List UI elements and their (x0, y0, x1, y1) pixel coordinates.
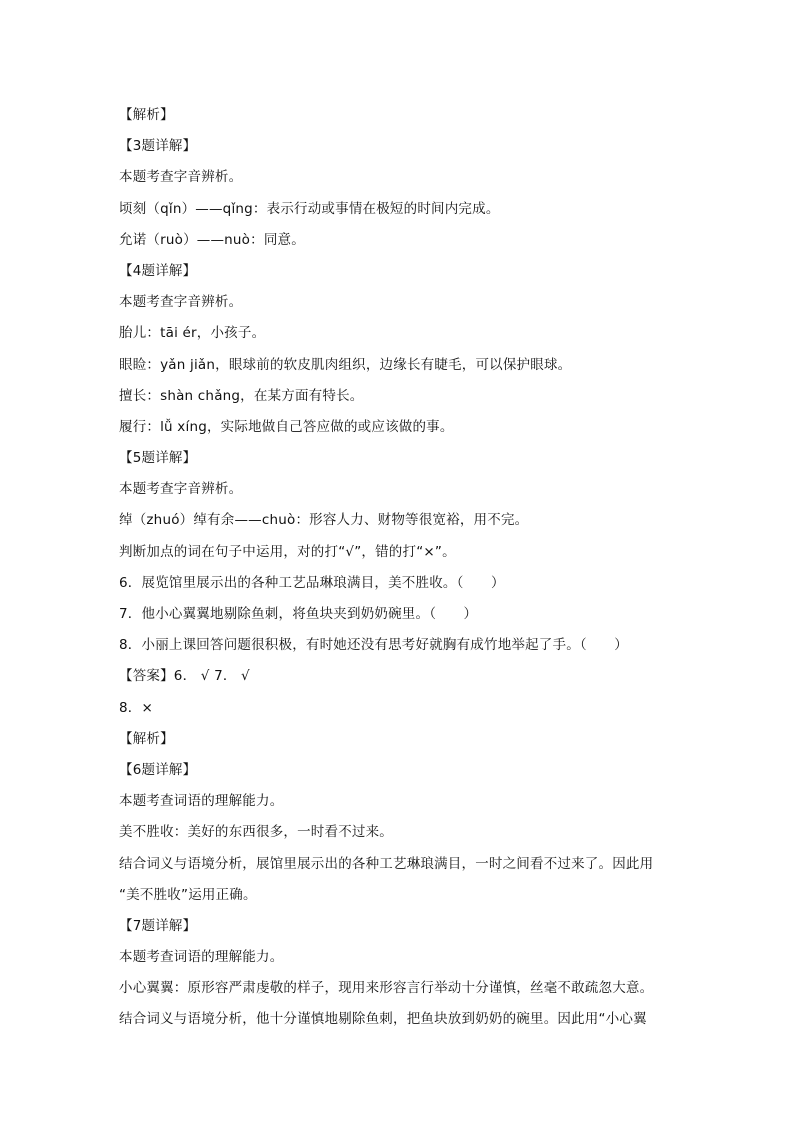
text-line: 本题考查字音辨析。 (119, 169, 243, 186)
section-heading-q6: 【6题详解】 (119, 761, 197, 778)
text-line: 顷刻（qǐn）——qǐng：表示行动或事情在极短的时间内完成。 (119, 200, 500, 217)
text-line: 本题考查字音辨析。 (119, 481, 243, 498)
text-line: 眼睑：yǎn jiǎn，眼球前的软皮肌肉组织，边缘长有睫毛，可以保护眼球。 (119, 356, 572, 373)
text-line: “美不胜收”运用正确。 (119, 886, 257, 903)
section-heading-q7: 【7题详解】 (119, 917, 197, 934)
question-7: 7．他小心翼翼地剔除鱼刺，将鱼块夹到奶奶碗里。（ ） (119, 606, 478, 622)
text-line: 美不胜收：美好的东西很多，一时看不过来。 (119, 824, 393, 841)
section-heading-q4: 【4题详解】 (119, 262, 197, 279)
section-heading-q5: 【5题详解】 (119, 450, 197, 467)
section-heading-q3: 【3题详解】 (119, 138, 197, 155)
text-line: 胎儿：tāi ér，小孩子。 (119, 325, 266, 342)
section-heading-analysis: 【解析】 (119, 730, 174, 747)
text-line: 擅长：shàn chǎng，在某方面有特长。 (119, 387, 364, 404)
answer-line: 【答案】6． √ 7． √ (119, 668, 250, 685)
text-line: 结合词义与语境分析，展馆里展示出的各种工艺琳琅满目，一时之间看不过来了。因此用 (119, 855, 654, 872)
text-line: 履行：lǚ xíng，实际地做自己答应做的或应该做的事。 (119, 418, 454, 435)
text-line: 绰（zhuó）绰有余——chuò：形容人力、财物等很宽裕，用不完。 (119, 512, 529, 529)
text-line: 允诺（ruò）——nuò：同意。 (119, 231, 305, 248)
text-line: 结合词义与语境分析，他十分谨慎地剔除鱼刺，把鱼块放到奶奶的碗里。因此用“小心翼 (119, 1011, 647, 1028)
section-heading-analysis: 【解析】 (119, 107, 174, 123)
question-6: 6．展览馆里展示出的各种工艺品琳琅满目，美不胜收。（ ） (119, 574, 505, 591)
text-line: 本题考查词语的理解能力。 (119, 793, 284, 810)
document-body (119, 100, 679, 1036)
instruction-line: 判断加点的词在句子中运用，对的打“√”，错的打“×”。 (119, 543, 456, 560)
text-line: 本题考查词语的理解能力。 (119, 949, 284, 966)
answer-line: 8．× (119, 699, 154, 716)
text-line: 本题考查字音辨析。 (119, 294, 243, 311)
question-8: 8．小丽上课回答问题很积极，有时她还没有思考好就胸有成竹地举起了手。（ ） (119, 637, 628, 654)
text-line: 小心翼翼：原形容严肃虔敬的样子，现用来形容言行举动十分谨慎，丝毫不敢疏忽大意。 (119, 980, 654, 997)
